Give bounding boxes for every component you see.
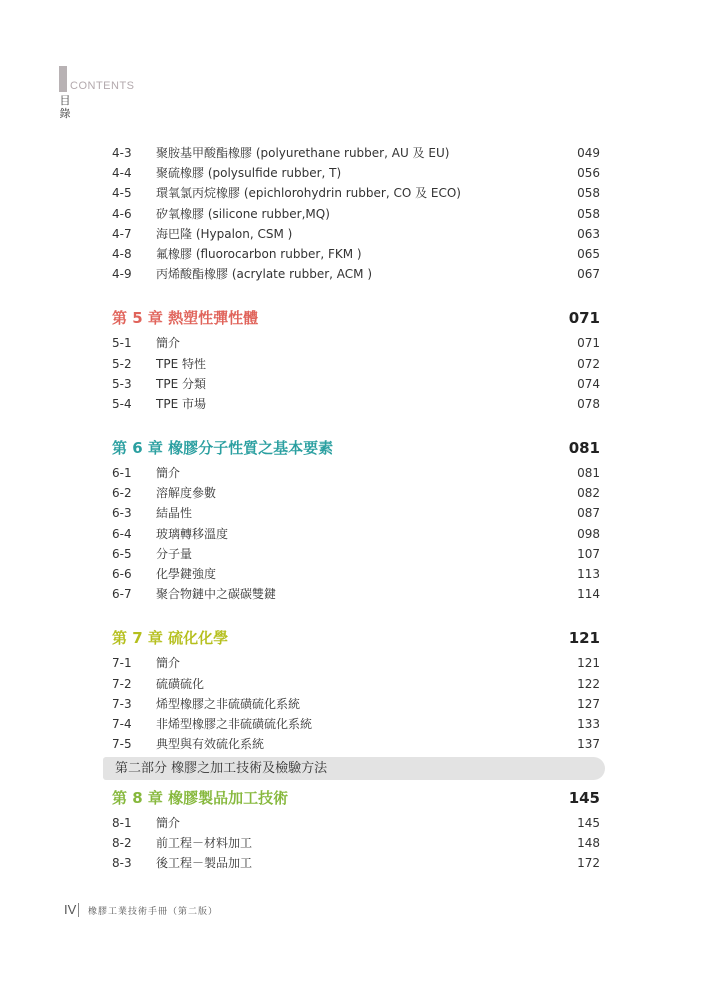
section-number: 4-5 [112,186,132,201]
section-title: 烯型橡膠之非硫磺硫化系統 [156,696,301,711]
toc-row[interactable] [112,394,600,414]
toc-row[interactable] [112,374,600,394]
part-2-banner[interactable] [103,757,605,780]
section-number: 4-6 [112,206,132,221]
section-page: 133 [577,716,600,731]
chapter-title: 第 6 章 橡膠分子性質之基本要素 [112,439,334,458]
chapter-page: 071 [568,309,600,328]
section-number: 6-4 [112,526,132,541]
section-number: 5-3 [112,376,132,391]
section-title: 化學鍵強度 [156,567,217,581]
part-title: 第二部分 橡膠之加工技術及檢驗方法 [115,761,328,776]
section-number: 4-7 [112,226,132,241]
section-number: 4-3 [112,146,132,160]
toc-row[interactable] [112,833,600,853]
section-number: 4-9 [112,267,132,282]
toc-row[interactable] [112,204,600,224]
section-number: 6-6 [112,567,132,581]
section-number: 6-2 [112,486,132,501]
section-page: 114 [577,587,600,602]
toc-row[interactable] [112,183,600,203]
section-page: 137 [577,737,600,752]
section-page: 058 [577,206,600,221]
section-page: 078 [577,396,600,411]
chapter-8-items [112,813,600,874]
section-title: 丙烯酸酯橡膠 (acrylate rubber, ACM ) [156,267,373,282]
section-page: 122 [577,676,600,691]
chapter-7-heading[interactable] [112,626,600,650]
section-title: 環氧氯丙烷橡膠 (epichlorohydrin rubber, CO 及 ECO) [156,186,461,201]
section-title: TPE 市場 [156,396,206,411]
section-page: 087 [577,506,600,521]
footer-page-number: IV [64,902,77,917]
chapter-title: 第 8 章 橡膠製品加工技術 [112,789,289,807]
section-title: 聚胺基甲酸酯橡膠 (polyurethane rubber, AU 及 EU) [156,146,450,160]
section-title: 氟橡膠 (fluorocarbon rubber, FKM ) [156,246,362,261]
toc-row[interactable] [112,813,600,833]
section-number: 6-7 [112,587,132,602]
section-title: TPE 分類 [156,376,206,391]
footer-divider [78,903,79,917]
section-number: 8-1 [112,816,132,830]
contents-label: CONTENTS [70,80,135,92]
toc-row[interactable] [112,244,600,264]
section-title: 硫磺硫化 [156,676,205,691]
section-number: 6-1 [112,466,132,481]
section-page: 072 [577,356,600,371]
section-page: 049 [577,146,600,160]
chapter-page: 121 [568,629,600,648]
section-page: 121 [577,656,600,671]
chapter-page: 145 [568,789,600,807]
section-page: 148 [577,836,600,851]
section-title: 簡介 [156,466,181,481]
chapter-title: 第 5 章 熱塑性彈性體 [112,309,259,328]
chapter-5-items [112,333,600,414]
section-title: 海巴隆 (Hypalon, CSM ) [156,226,293,241]
section-number: 5-4 [112,396,132,411]
section-title: 溶解度參數 [156,486,217,501]
section-title: 典型與有效硫化系統 [156,737,265,752]
toc-row[interactable] [112,503,600,523]
section-page: 067 [577,267,600,282]
chapter-8-heading[interactable] [112,786,600,810]
toc-row[interactable] [112,653,600,673]
chapter-page: 081 [568,439,600,458]
section-number: 6-3 [112,506,132,521]
section-number: 4-8 [112,246,132,261]
section-page: 063 [577,226,600,241]
section-number: 5-1 [112,336,132,351]
toc-row[interactable] [112,853,600,873]
chapter-6-heading[interactable] [112,436,600,460]
mulu-label: 目錄 [59,94,71,120]
chapter-6-items [112,463,600,604]
section-number: 7-4 [112,716,132,731]
header-accent-bar [59,66,67,92]
footer-book-title: 橡膠工業技術手冊（第二版） [88,907,219,917]
section-page: 107 [577,546,600,561]
toc-row[interactable] [112,544,600,564]
section-page: 127 [577,696,600,711]
section-title: 簡介 [156,816,181,830]
section-number: 6-5 [112,546,132,561]
section-page: 058 [577,186,600,201]
section-page: 098 [577,526,600,541]
section-number: 7-3 [112,696,132,711]
section-number: 7-1 [112,656,132,671]
toc-row[interactable] [112,714,600,734]
section-title: 分子量 [156,546,193,561]
toc-row[interactable] [112,524,600,544]
section-number: 7-2 [112,676,132,691]
toc-row[interactable] [112,264,600,284]
chapter-7-items [112,653,600,754]
toc-row[interactable] [112,674,600,694]
section-title: 前工程－材料加工 [156,836,253,851]
chapter-5-heading[interactable] [112,306,600,330]
section-title: 聚硫橡膠 (polysulfide rubber, T) [156,166,342,181]
toc-row[interactable] [112,463,600,483]
toc-row[interactable] [112,333,600,353]
section-number: 8-2 [112,836,132,851]
section-number: 5-2 [112,356,132,371]
toc-row[interactable] [112,354,600,374]
table-of-contents [112,143,600,754]
table-of-contents-part-2 [112,786,600,874]
section-title: 簡介 [156,656,181,671]
section-title: 後工程－製品加工 [156,856,253,871]
section-title: 玻璃轉移溫度 [156,526,229,541]
section-page: 081 [577,466,600,481]
section-title: TPE 特性 [156,356,206,371]
section-page: 065 [577,246,600,261]
toc-row[interactable] [112,564,600,584]
toc-row[interactable] [112,224,600,244]
toc-row[interactable] [112,734,600,754]
section-number: 4-4 [112,166,132,181]
section-title: 矽氧橡膠 (silicone rubber,MQ) [156,206,330,221]
section-page: 074 [577,376,600,391]
section-title: 結晶性 [156,506,193,521]
section-title: 簡介 [156,336,181,351]
section-title: 聚合物鏈中之碳碳雙鍵 [156,587,277,602]
section-page: 082 [577,486,600,501]
toc-row[interactable] [112,694,600,714]
section-number: 8-3 [112,856,132,871]
section-page: 145 [577,816,600,830]
section-title: 非烯型橡膠之非硫磺硫化系統 [156,716,313,731]
chapter-4-items [112,143,600,284]
chapter-title: 第 7 章 硫化化學 [112,629,229,648]
toc-row[interactable] [112,143,600,163]
section-page: 172 [577,856,600,871]
toc-row[interactable] [112,163,600,183]
section-page: 056 [577,166,600,181]
toc-row[interactable] [112,483,600,503]
toc-row[interactable] [112,584,600,604]
section-page: 071 [577,336,600,351]
section-number: 7-5 [112,737,132,752]
section-page: 113 [577,567,600,581]
